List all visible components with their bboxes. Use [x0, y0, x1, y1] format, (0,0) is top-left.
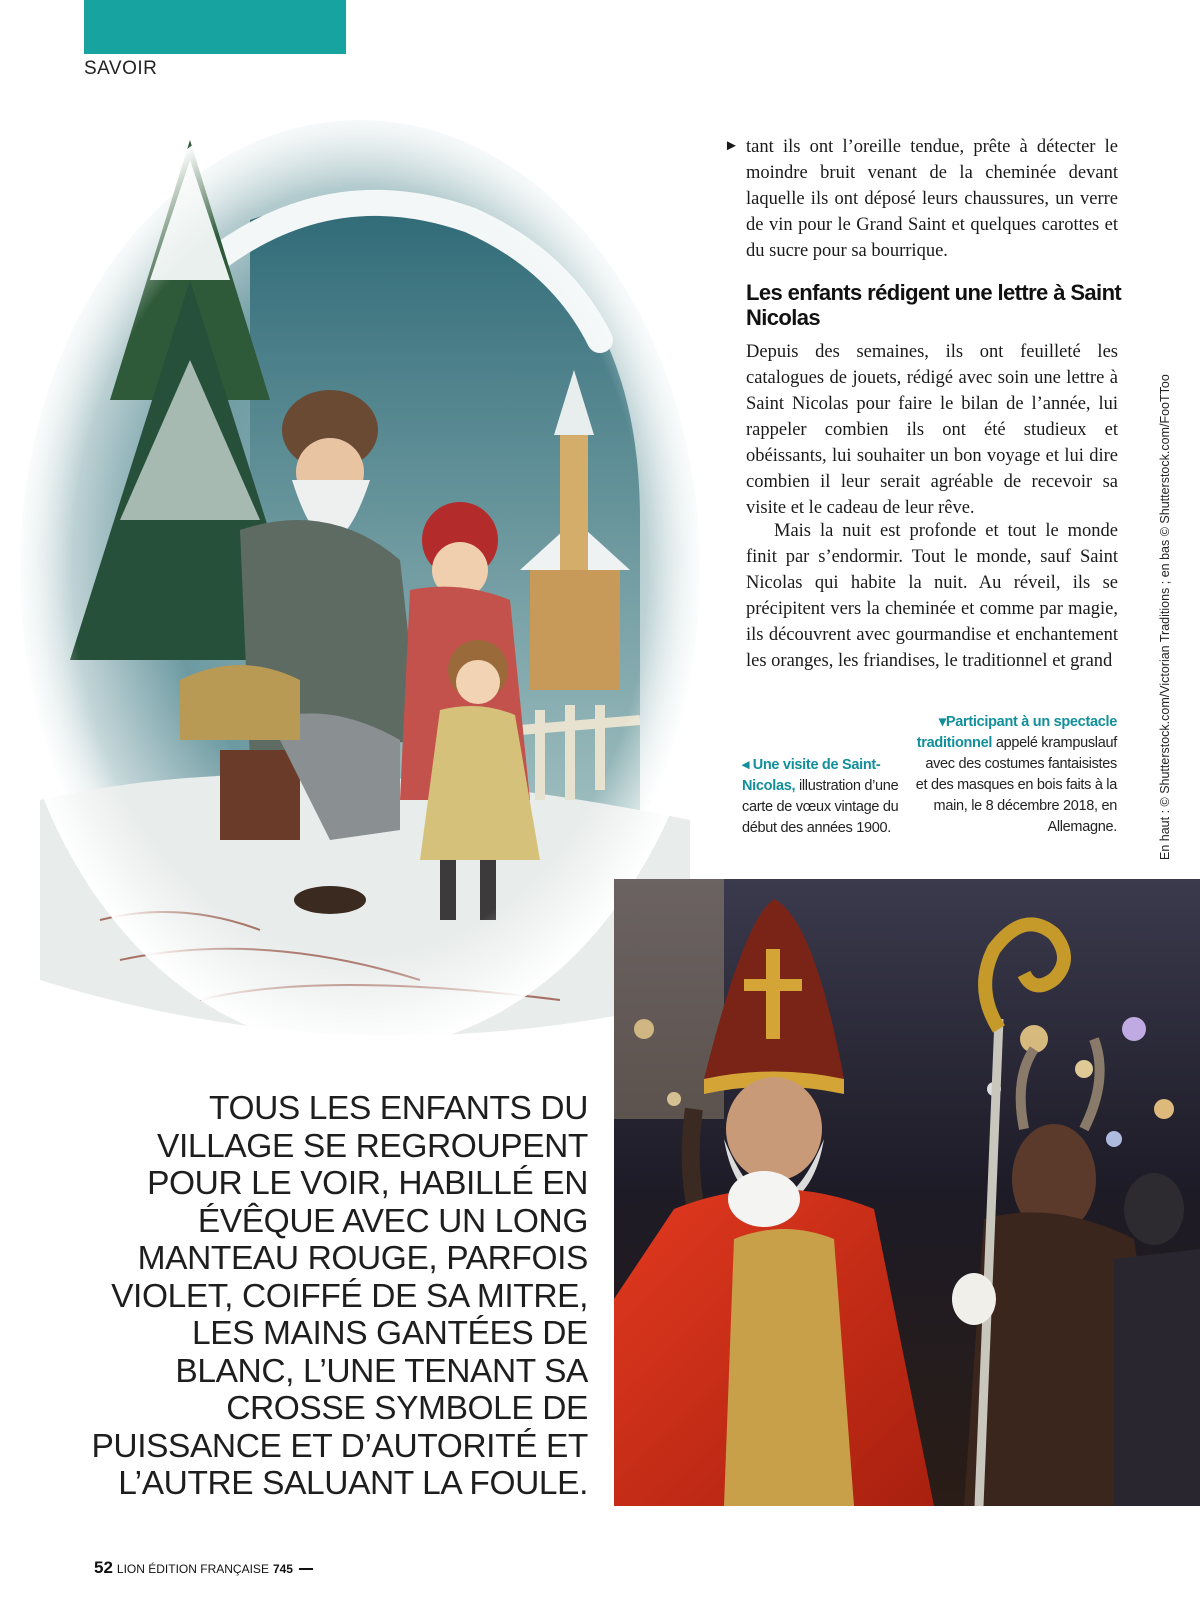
section-color-bar — [84, 0, 346, 54]
page-number: 52 — [94, 1558, 113, 1577]
subheading: Les enfants rédigent une lettre à Saint Nicolas — [746, 280, 1122, 330]
page-footer — [94, 1558, 313, 1578]
section-label: SAVOIR — [84, 58, 158, 79]
caption-left-title: ◂ Une visite de Saint-Nicolas, — [742, 757, 881, 794]
issue-number: 745 — [272, 1562, 293, 1576]
body-column-part-3 — [746, 518, 1118, 674]
caption-krampuslauf-photo — [912, 712, 1117, 838]
caption-right-text: appelé krampuslauf avec des costumes fantaisistes et des masques en bois faits à la main, le 8 décembre 2018, en Allemagne. — [915, 735, 1117, 835]
body-column-part-1 — [746, 134, 1118, 264]
vintage-illustration — [0, 100, 700, 1060]
photo-credit: En haut : © Shutterstock.com/Victorian Traditions ; en bas © Shutterstock.com/FooTToo — [1158, 374, 1172, 860]
pull-quote: TOUS LES ENFANTS DU VILLAGE SE REGROUPENT POUR LE VOIR, HABILLÉ EN ÉVÊQUE AVEC UN LONG MANTEAU ROUGE, PARFOIS VIOLET, COIFFÉ DE SA MITRE, LES MAINS GANTÉES DE BLANC, L’UNE TENANT SA CROSSE SYMBOLE DE PUISSANCE ET D’AUTORITÉ ET L’AUTRE SALUANT LA FOULE. — [91, 1090, 588, 1502]
caption-left-text: illustration d’une carte de vœux vintage du début des années 1900. — [742, 778, 899, 836]
paragraph-2: Depuis des semaines, ils ont feuilleté les catalogues de jouets, rédigé avec soin une lettre à Saint Nicolas pour faire le bilan de l’année, lui rappeler combien ils ont été studieux et obéissants, lui souhaiter un bon voyage et lui dire combien il leur serait agréable de recevoir sa visite et le cadeau de leur rêve. — [746, 342, 1118, 518]
saint-nicolas-photo — [614, 879, 1200, 1506]
body-column-part-2 — [746, 339, 1118, 521]
caption-vintage-illustration — [742, 755, 902, 839]
continuation-arrow-icon: ► — [724, 137, 739, 154]
footer-rule — [299, 1568, 313, 1570]
magazine-name: LION ÉDITION FRANÇAISE — [116, 1562, 269, 1576]
paragraph-3: Mais la nuit est profonde et tout le monde finit par s’endormir. Tout le monde, sauf Saint Nicolas qui habite la nuit. Au réveil, ils se précipitent vers la cheminée et comme par magie, ils découvrent avec gourmandise et enchantement les oranges, les friandises, le traditionnel et grand — [746, 521, 1118, 671]
paragraph-1: tant ils ont l’oreille tendue, prête à détecter le moindre bruit venant de la cheminée devant laquelle ils ont déposé leurs chaussures, un verre de vin pour le Grand Saint et quelques carottes et du sucre pour sa bourrique. — [746, 137, 1118, 261]
caption-right-title: ▾Participant à un spectacle traditionnel — [916, 714, 1117, 751]
